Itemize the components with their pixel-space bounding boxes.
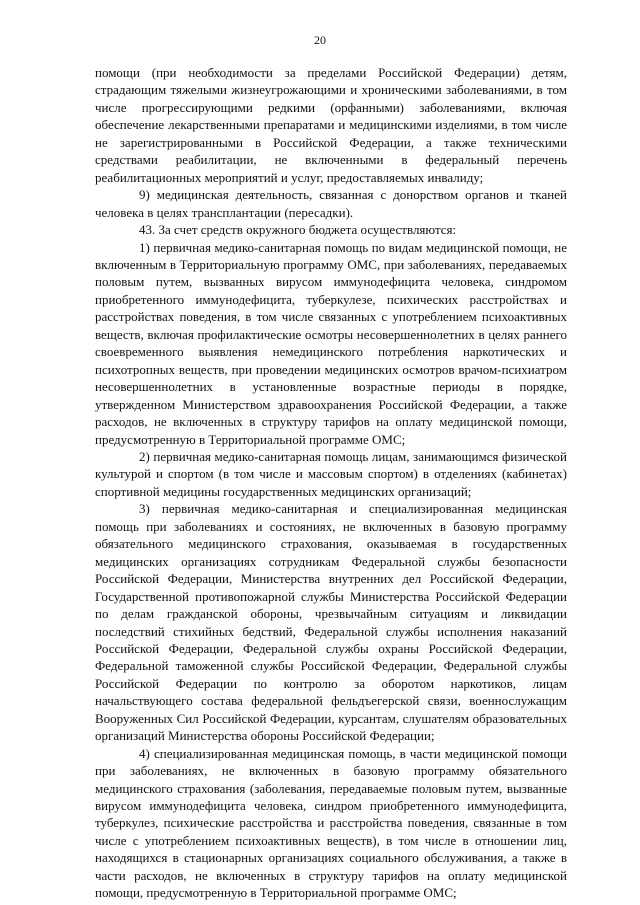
document-body [95,64,567,902]
paragraph-item-9: 9) медицинская деятельность, связанная с донорством органов и тканей человека в целях трансплантации (пересадки). [95,187,567,220]
paragraph-item-1: 1) первичная медико-санитарная помощь по видам медицинской помощи, не включенным в Территориальную программу ОМС, при заболеваниях, передаваемых половым путем, вызванных вирусом иммунодефицита человека, синдромом приобретенного иммунодефицита, туберкулезе, психических расстройствах и расстройствах поведения, в том числе связанных с употреблением психоактивных веществ, включая профилактические осмотры несовершеннолетних в целях раннего своевременного выявления немедицинского потребления наркотических и психотропных веществ, при проведении медицинских осмотров врачом-психиатром несовершеннолетних в установленные возрастные периоды в порядке, утвержденном Министерством здравоохранения Российской Федерации, а также расходов, не включенных в структуру тарифов на оплату медицинской помощи, предусмотренную в Территориальной программе ОМС; [95,239,567,447]
paragraph-section-43: 43. За счет средств окружного бюджета осуществляются: [139,222,457,238]
paragraph-item-2: 2) первичная медико-санитарная помощь лицам, занимающимся физической культурой и спортом (в том числе и массовым спортом) в отделениях (кабинетах) спортивной медицины государственных медицинских организаций; [95,448,567,499]
paragraph-item-3: 3) первичная медико-санитарная и специализированная медицинская помощь при заболеваниях и состояниях, не включенных в базовую программу обязательного медицинского страхования, оказываемая в государственных медицинских организациях сотрудникам Федеральной службы безопасности Российской Федерации, Министерства внутренних дел Российской Федерации, Государственной противопожарной службы Министерства Российской Федерации по делам гражданской обороны, чрезвычайным ситуациям и ликвидации последствий стихийных бедствий, Федеральной службы исполнения наказаний Российской Федерации, Федеральной службы охраны Российской Федерации, Федеральной таможенной службы Российской Федерации, Федеральной службы Российской Федерации по контролю за оборотом наркотиков, лицам начальствующего состава федеральной фельдъегерской связи, военнослужащим Вооруженных Сил Российской Федерации, курсантам, слушателям образовательных организаций Министерства обороны Российской Федерации; [95,501,567,744]
paragraph-item-4: 4) специализированная медицинская помощь, в части медицинской помощи при заболеваниях, не включенных в базовую программу обязательного медицинского страхования (заболевания, передаваемые половым путем, вызванные вирусом иммунодефицита человека, синдром приобретенного иммунодефицита, туберкулез, психические расстройства и расстройства поведения, связанные в том числе с употреблением психоактивных веществ), в том числе в отношении лиц, находящихся в стационарных организациях социального обслуживания, а также в части расходов, не включенных в структуру тарифов на оплату медицинской помощи, предусмотренную в Территориальной программе ОМС; [95,745,567,901]
page-number: 20 [314,33,326,47]
paragraph-continuation: помощи (при необходимости за пределами Российской Федерации) детям, страдающим тяжелыми жизнеугрожающими и хроническими заболеваниями, в том числе прогрессирующими редкими (орфанными) заболеваниями, включая обеспечение лекарственными препаратами и медицинскими изделиями, в том числе не зарегистрированными в Российской Федерации, а также техническими средствами реабилитации, не включенными в федеральный перечень реабилитационных мероприятий и услуг, предоставляемых инвалиду; [95,65,567,185]
